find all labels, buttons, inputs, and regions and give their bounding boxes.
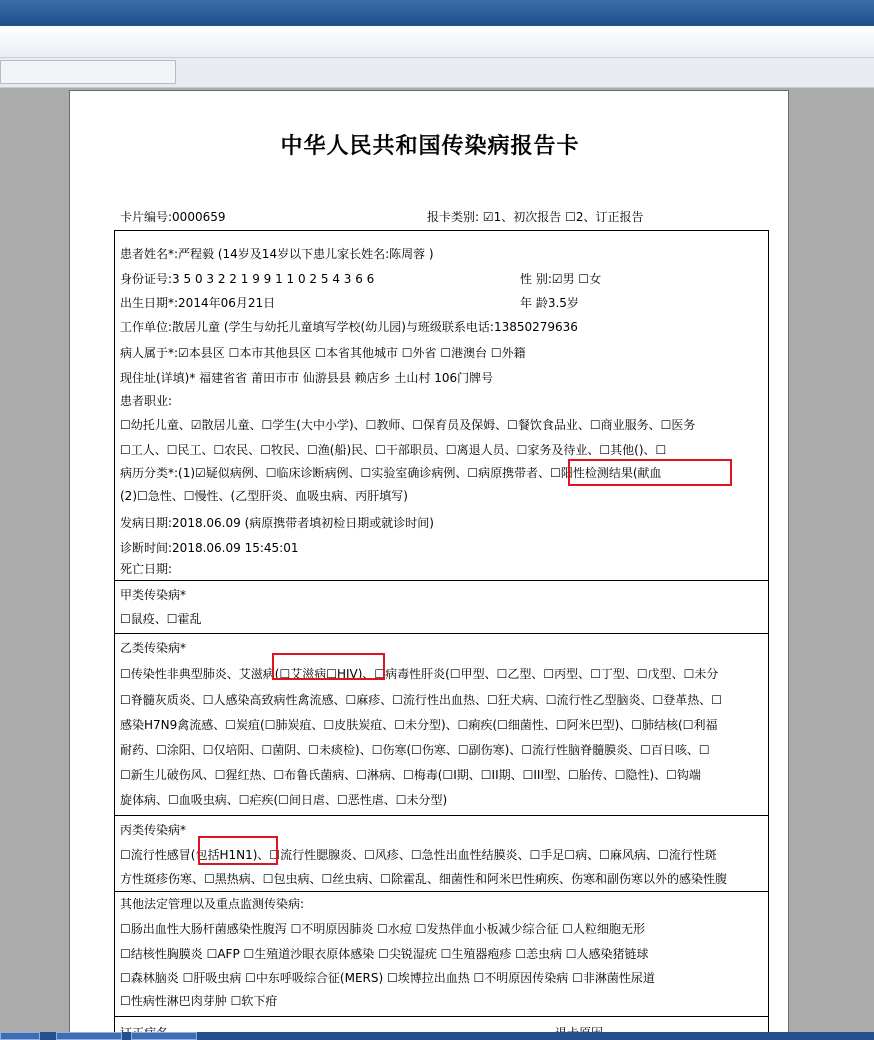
highlight-positive-test	[568, 459, 732, 486]
report-form	[114, 230, 769, 1040]
occupation-options-1: ☐幼托儿童、☑散居儿童、☐学生(大中小学)、☐教师、☐保育员及保姆、☐餐饮食品业、☐商业服务、☐医务	[120, 418, 696, 432]
death-date-line: 死亡日期:	[120, 562, 173, 576]
diagnosis-time-line: 诊断时间:2018.06.09 15:45:01	[120, 541, 299, 555]
taskbar-button[interactable]	[56, 1032, 122, 1040]
other-diseases-options-1: ☐肠出血性大肠杆菌感染性腹泻 ☐不明原因肺炎 ☐水痘 ☐发热伴血小板减少综合征 ☐人粒细胞无形	[120, 922, 646, 936]
class-a-heading: 甲类传染病*	[120, 588, 187, 602]
other-diseases-options-2: ☐结核性胸膜炎 ☐AFP ☐生殖道沙眼衣原体感染 ☐尖锐湿疣 ☐生殖器疱疹 ☐恙虫病 ☐人感染猪链球	[120, 947, 649, 961]
class-b-options-6: 旋体病、☐血吸虫病、☐疟疾(☐间日虐、☐恶性虐、☐未分型)	[120, 793, 448, 807]
class-c-options-2: 方性斑疹伤寒、☐黑热病、☐包虫病、☐丝虫病、☐除霍乱、细菌性和阿米巴性痢疾、伤寒和副伤寒以外的感染性腹	[120, 872, 728, 886]
class-b-options-1: ☐传染性非典型肺炎、艾滋病(☐艾滋病☐HIV)、☐病毒性肝炎(☐甲型、☐乙型、☐丙型、☐丁型、☐戊型、☐未分	[120, 667, 719, 681]
occupation-label: 患者职业:	[120, 394, 173, 408]
patient-belongs-line: 病人属于*:☑本县区 ☐本市其他县区 ☐本省其他城市 ☐外省 ☐港澳台 ☐外籍	[120, 346, 526, 360]
address-bar-area	[0, 58, 874, 88]
report-card-page	[69, 90, 789, 1040]
other-diseases-options-4: ☐性病性淋巴肉芽肿 ☐软下疳	[120, 994, 278, 1008]
taskbar-button[interactable]	[131, 1032, 197, 1040]
report-type: 报卡类别: ☑1、初次报告 ☐2、订正报告	[427, 210, 644, 224]
birthdate-line: 出生日期*:2014年06月21日	[120, 296, 276, 310]
patient-name-line: 患者姓名*:严程毅 (14岁及14岁以下患儿家长姓名:陈周蓉 )	[120, 247, 434, 261]
class-c-options-1: ☐流行性感冒(包括H1N1)、☐流行性腮腺炎、☐风疹、☐急性出血性结膜炎、☐手足☐病、☐麻风病、☐流行性斑	[120, 848, 717, 862]
browser-toolbar	[0, 26, 874, 58]
class-b-options-3: 感染H7N9禽流感、☐炭疽(☐肺炭疽、☐皮肤炭疽、☐未分型)、☐痢疾(☐细菌性、☐阿米巴型)、☐肺结核(☐利福	[120, 718, 718, 732]
window-titlebar	[0, 0, 874, 26]
highlight-hiv	[272, 653, 385, 680]
section-divider	[115, 580, 769, 581]
onset-date-line: 发病日期:2018.06.09 (病原携带者填初检日期或就诊时间)	[120, 516, 434, 530]
case-class-line-2: (2)☐急性、☐慢性、(乙型肝炎、血吸虫病、丙肝填写)	[120, 489, 408, 503]
section-divider	[115, 891, 769, 892]
address-input[interactable]	[0, 60, 176, 84]
card-number: 卡片编号:0000659	[120, 210, 226, 224]
address-line: 现住址(详填)* 福建省省 莆田市市 仙游县县 赖店乡 土山村 106门牌号	[120, 371, 494, 385]
document-title: 中华人民共和国传染病报告卡	[280, 133, 580, 159]
class-a-options: ☐鼠疫、☐霍乱	[120, 612, 202, 626]
class-b-options-4: 耐药、☐涂阳、☐仅培阳、☐菌阴、☐未痰检)、☐伤寒(☐伤寒、☐副伤寒)、☐流行性脑脊髓膜炎、☐百日咳、☐	[120, 743, 710, 757]
class-c-heading: 丙类传染病*	[120, 823, 187, 837]
age-line: 年 龄3.5岁	[520, 296, 579, 310]
taskbar-button[interactable]	[0, 1032, 40, 1040]
class-b-heading: 乙类传染病*	[120, 641, 187, 655]
work-unit-line: 工作单位:散居儿童 (学生与幼托儿童填写学校(幼儿园)与班级联系电话:13850279636	[120, 320, 578, 334]
section-divider	[115, 1016, 769, 1017]
class-b-options-5: ☐新生儿破伤风、☐猩红热、☐布鲁氏菌病、☐淋病、☐梅毒(☐I期、☐II期、☐III型、☐胎传、☐隐性)、☐钩端	[120, 768, 701, 782]
other-diseases-options-3: ☐森林脑炎 ☐肝吸虫病 ☐中东呼吸综合征(MERS) ☐埃博拉出血热 ☐不明原因传染病 ☐非淋菌性尿道	[120, 971, 655, 985]
sex-line: 性 别:☑男 ☐女	[520, 272, 602, 286]
other-diseases-heading: 其他法定管理以及重点监测传染病:	[120, 897, 305, 911]
class-b-options-2: ☐脊髓灰质炎、☐人感染高致病性禽流感、☐麻疹、☐流行性出血热、☐狂犬病、☐流行性乙型脑炎、☐登革热、☐	[120, 693, 723, 707]
section-divider	[115, 815, 769, 816]
id-number-line: 身份证号:3 5 0 3 2 2 1 9 9 1 1 0 2 5 4 3 6 6	[120, 272, 375, 286]
case-class-line-1: 病历分类*:(1)☑疑似病例、☐临床诊断病例、☐实验室确诊病例、☐病原携带者、☐阳性检测结果(献血	[120, 466, 662, 480]
section-divider	[115, 633, 769, 634]
highlight-h1n1	[198, 836, 278, 865]
occupation-options-2: ☐工人、☐民工、☐农民、☐牧民、☐渔(船)民、☐干部职员、☐离退人员、☐家务及待业、☐其他()、☐	[120, 443, 667, 457]
